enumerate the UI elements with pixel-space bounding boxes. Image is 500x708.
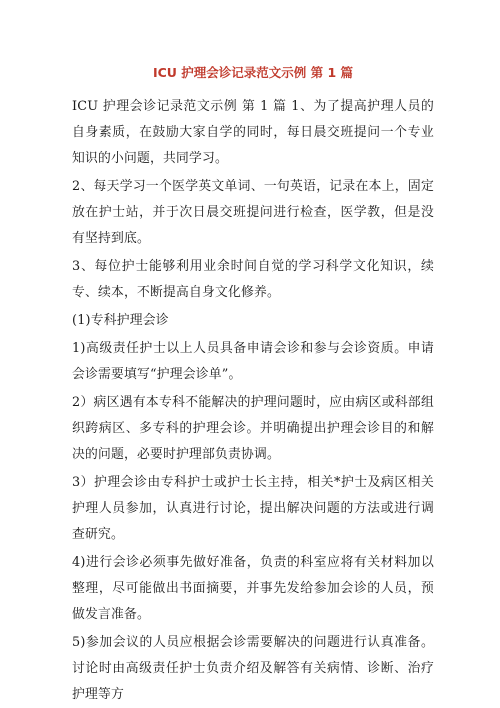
paragraph-2: 2、每天学习一个医学英文单词、一句英语，记录在本上，固定放在护士站，并于次日晨交班提问进行检查，医学教，但是没有坚持到底。	[72, 179, 434, 246]
paragraph-8: 5)参加会议的人员应根据会诊需要解决的问题进行认真准备。讨论时由高级责任护士负责介绍及解答有关病情、诊断、治疗护理等方	[72, 635, 434, 702]
document-title: ICU 护理会诊记录范文示例 第 1 篇	[152, 65, 354, 80]
paragraph-1: ICU 护理会诊记录范文示例 第 1 篇 1、为了提高护理人员的自身素质，在鼓励大家自学的同时，每日晨交班提问一个专业知识的小问题，共同学习。	[72, 99, 434, 166]
paragraph-6: 3）护理会诊由专科护士或护士长主持，相关*护士及病区相关护理人员参加，认真进行讨论，提出解决问题的方法或进行调查研究。	[72, 475, 434, 542]
paragraph-5: 2）病区遇有本专科不能解决的护理问题时，应由病区或科部组织跨病区、多专科的护理会诊。并明确提出护理会诊目的和解决的问题，必要时护理部负责协调。	[72, 395, 434, 462]
paragraph-7: 4)进行会诊必须事先做好准备，负责的科室应将有关材料加以整理，尽可能做出书面摘要，并事先发给参加会诊的人员，预做发言准备。	[72, 555, 434, 622]
paragraph-3: 3、每位护士能够利用业余时间自觉的学习科学文化知识，续专、续本，不断提高自身文化修养。	[72, 259, 434, 300]
paragraph-4: 1)高级责任护士以上人员具备申请会诊和参与会诊资质。申请会诊需要填写“护理会诊单”。	[72, 341, 434, 382]
section-heading: (1)专科护理会诊	[72, 313, 169, 328]
